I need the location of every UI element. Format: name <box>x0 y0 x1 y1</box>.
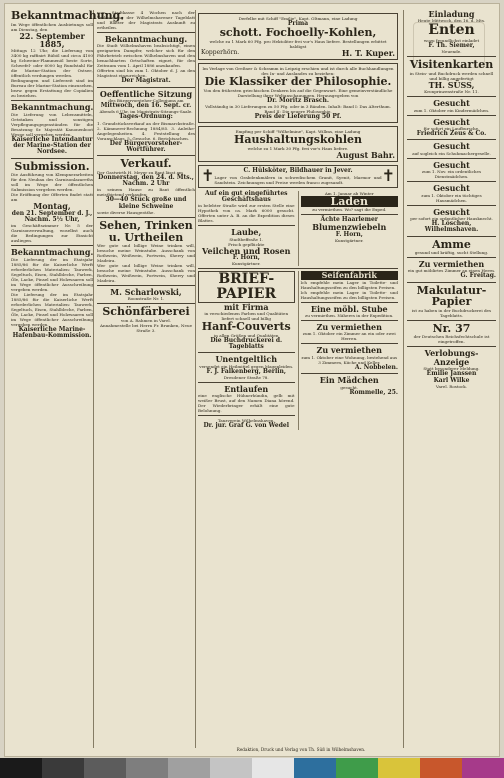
heading: Bekanntmachung. <box>11 9 125 22</box>
heading: Bekanntmachung. <box>11 247 94 258</box>
text: in belebter Straße wird zur ersten Stelle eine Hypothek von ca. Mark 6000 gesucht. Offerten unter A. B. an die Expedition dieses Blattes. <box>198 203 295 224</box>
heading: Visitenkarten <box>409 58 494 72</box>
text: gesucht. <box>340 384 359 390</box>
heading: Bekanntmachung. <box>11 102 94 113</box>
heading: Oeffentliche Sitzung <box>99 88 193 99</box>
heading: Die Klassiker der Philosophie. <box>204 75 392 89</box>
date: 22. September 1885, <box>19 30 85 49</box>
text: Die Ausführung von Klempnerarbeiten für den Neubau des Garnisonlazareths soll im Wege der öffentlichen Submission vergeben werden. <box>11 172 93 193</box>
ad-household-coal <box>198 126 398 162</box>
location: Neuende. <box>441 49 462 55</box>
text: Statt besonderer Meldung. <box>423 366 480 372</box>
heading: Unentgeltlich <box>215 354 278 365</box>
cross-icon: ✝ <box>381 166 395 186</box>
time: Nachm. 2 Uhr <box>122 180 170 188</box>
text: zum 1. Nov. ein ordentliches Dienstmädchen. <box>421 169 482 180</box>
text: in seinem Hause zu Bant öffentlich meistbietend verkaufen: <box>97 187 195 198</box>
name: Emilie Janssen <box>426 370 477 378</box>
swatch <box>336 758 378 778</box>
heading: Gesucht <box>433 141 470 152</box>
divider <box>301 343 399 344</box>
heading: BRIEF-PAPIER <box>198 271 295 302</box>
heading: Verkauf. <box>120 157 172 171</box>
divider <box>407 236 496 237</box>
name: H. Löschen, Wilhelmshaven. <box>424 219 479 234</box>
ad-coal <box>198 13 398 60</box>
heading: Gesucht <box>433 116 470 127</box>
name: F. Th. Siemer, <box>428 42 475 50</box>
text: ein gut möblirtes Zimmer an einen Herrn. <box>407 268 496 274</box>
divider <box>407 181 496 182</box>
ad-sculptor <box>198 165 398 187</box>
name: G. Freitag. <box>460 272 496 280</box>
name: TH. SÜSS, <box>428 79 475 90</box>
swatch <box>294 758 336 778</box>
divider <box>407 282 496 283</box>
row-a <box>198 191 398 267</box>
divider <box>407 56 496 57</box>
heading: Ächte Haarlemer <box>320 216 378 224</box>
text: zum 1. Oktober ein tüchtiges Hausmädchen. <box>421 192 482 203</box>
column-3 <box>198 10 398 744</box>
swatch <box>210 758 252 778</box>
divider <box>301 302 399 303</box>
divider <box>198 225 295 226</box>
text: Die Lieferung der im Etatsjahr 1885/86 für die Kaiserliche Werft erforderlichen Materialien: Tauwerk, Segeltuch, Eisen, Stahlbleche, Farben, Öle, Lacke, Pinsel und Holzwaaren soll im Wege öffentlicher Ausschreibung vergeben werden. <box>11 291 93 327</box>
text: Derfelbe mit Schiff "Emilie", Kapt. Oltmann, eine Ladung <box>238 16 358 21</box>
name: Karl Wilke <box>433 376 470 384</box>
divider <box>407 320 496 321</box>
heading: Gesucht <box>433 159 470 170</box>
name: Dr. jur. Graf G. von Wedel <box>203 422 290 430</box>
heading: Seifenfabrik <box>301 271 399 279</box>
text: Ich empfehle mein Lager in Toilette- und Haushaltungsseifen zu den billigsten Preisen. <box>300 279 398 290</box>
divider <box>11 158 93 159</box>
day: Montag, <box>33 201 71 212</box>
items: 30—40 Stück große und kleine Schweine <box>105 196 187 210</box>
heading: Gesucht <box>433 98 470 109</box>
text: zu vermiethen. Wo? sagt die Exped. <box>312 207 387 213</box>
text: sowie diverse Hausgeräthe. <box>97 210 155 215</box>
text: Tanzverein Wilhelmshaven. <box>217 418 275 424</box>
name: Rommelle, 25. <box>349 388 398 396</box>
divider <box>97 285 195 286</box>
ad-books <box>198 63 398 123</box>
text: Offerten sind bis zum 1. Oktober d. J. an den Magistrat einzureichen. <box>97 68 195 79</box>
heading: Zu vermiethen <box>316 345 382 356</box>
text: Empfing per Schiff "Wilhelmine", Kapt. Willms, eine Ladung <box>235 129 361 135</box>
heading: Laube, <box>231 227 262 238</box>
color-calibration-strip <box>0 758 504 778</box>
heading: mit Firma <box>223 301 269 312</box>
divider <box>407 139 496 140</box>
text: zum 1. Oktober eine Wohnung, bestehend aus 3 Zimmern, Küche und Keller. <box>301 354 398 365</box>
column-2 <box>97 10 196 748</box>
text: wozu freundlichst einladet <box>423 38 480 44</box>
text: Der Gastwirth H. Meyer zu Bant lässt am <box>97 169 183 175</box>
name: F. J. Falkenberg, Berlin, <box>206 367 286 375</box>
text: im Geschäftszimmer Nr. 5 der Garnisonverwaltung, woselbst auch die Bedingungen zur Einsicht ausliegen. <box>11 223 93 244</box>
heading: Laden <box>301 196 399 208</box>
author: Dr. Moritz Brasch. <box>267 96 329 104</box>
name: H. T. Kuper. <box>341 47 395 58</box>
text: Mittags 12 Uhr, die Lieferung von 3400 kg raffinirt Rüböl und circa 4100 kg Schweine-Flammenöl beste Sorte, Schwefel- oder 6000 kg Rundstahl für die Marine-Station der Ostsee, öffentlich verdungen werden. <box>11 48 93 79</box>
column-1 <box>11 9 125 748</box>
text: Lager von Grabdenkmälern in schwedischem Granit, Syenit, Marmor und Sandstein. Zeichnungen und Preise werden franco zugesandt. <box>214 174 382 185</box>
text: in Stein- und Buchdruck werden schnell und billig angefertigt <box>409 70 494 81</box>
heading: Veilchen und Rosen <box>202 245 291 256</box>
location: Kunstgärtner. <box>334 238 364 244</box>
text: ist zu haben in der Buchdruckerei des Tageblatts. <box>411 307 492 318</box>
location: Varel. Rostock. <box>435 383 468 389</box>
heading: Makulatur-Papier <box>416 283 487 309</box>
heading: Bekanntmachung. <box>104 34 188 44</box>
swatch <box>252 758 294 778</box>
swatch <box>42 758 84 778</box>
text: in allen Größen und Qualitäten <box>214 332 279 338</box>
text: Die Stadt Wilhelmshaven beabsichtigt, einen geeigneten Dampfer, welcher sich für den Fährbetrieb zwischen Wilhelmshaven und den benachbarten Ortschaften eignet, für den Zeitraum vom 1. April 1886 anzukaufen. <box>97 43 195 69</box>
divider <box>198 415 295 416</box>
column-4 <box>403 10 496 748</box>
divider <box>301 214 399 215</box>
name: F. Horn, <box>232 253 260 261</box>
name: August Bahr. <box>336 149 395 160</box>
signature: Kaiserliche Intendantur der Marine-Station der Nordsee. <box>11 135 93 156</box>
name: M. Scharlowski, <box>110 287 182 298</box>
heading: Zu vermiethen <box>316 322 382 333</box>
divider <box>97 217 195 218</box>
address: Annahmestelle bei Herrn Fr. Brunken, Neue Straße 3. <box>99 323 192 334</box>
text: Vollständig in 30 Lieferungen zu 50 Pfg. oder in 3 Bänden. Inhalt: Band I: Das Alterthum. Band II: Die neuere Philosophie. <box>205 104 391 115</box>
location: Dresdener Straße 78. <box>223 374 269 380</box>
subcol-right <box>298 271 399 429</box>
heading: Sehen, Trinken u. Urtheilen <box>99 219 193 244</box>
heading: Enten <box>428 22 475 39</box>
text: in verschiedenen Farben und Qualitäten liefert schnell und billig <box>204 311 289 322</box>
heading: Hanf-Couverts <box>201 320 291 334</box>
text: zu vermiethen. Näheres in der Expedition. <box>305 313 394 319</box>
location: Kronprinzenstraße Nr. 11. <box>424 89 479 95</box>
text: Die Lieferung der im Etatsjahr 1885/86 für die Kaiserliche Werft erforderlichen Materialien: Tauwerk, Segeltuch, Eisen, Stahlbleche, Farben, Öle, Lacke, Pinsel und Holzwaaren soll im Wege öffentlicher Ausschreibung vergeben werden. <box>11 256 93 292</box>
heading: Gesucht <box>433 206 470 217</box>
col4-inner <box>404 10 496 389</box>
heading: schott. Fochoelly-Kohlen, <box>219 26 377 40</box>
divider <box>97 87 195 88</box>
text: der Deutschen Reichsfechtschule ist eingetroffen. <box>413 334 490 345</box>
heading: Entlaufen <box>224 383 269 394</box>
text: welche zu 1 Mark 30 Pfg. frei vor's Haus liefere. <box>247 145 349 151</box>
name: C. Hülsköter, Bildhauer in Jever. <box>243 167 353 175</box>
address: Stadtbeffraße 1. <box>229 236 264 242</box>
heading: Zu vermiethen <box>418 259 485 270</box>
divider <box>407 158 496 159</box>
signature: Kaiserliche Marine-Hafenbau-Kommission. <box>12 325 92 339</box>
subcol-left <box>198 191 295 267</box>
text: für sofort ein Laufbursche. <box>423 126 480 132</box>
text: Die Eröffnung der Offerten findet statt am <box>11 192 93 203</box>
text: 1. Grundstücksverkauf an der Bismarckstraße. 2. Kämmerei-Rechnung 1884/85. 3. Anleihe-Angelegenheiten. 4. Feststellung des Voranschlags. 5. Gesuche. 6. Berichtsachen. <box>97 120 195 141</box>
heading: Ein Mädchen <box>319 375 379 386</box>
heading: Submission. <box>14 159 90 173</box>
text: Am 1. Januar ab Winter <box>324 190 374 196</box>
heading: Schönfärberei <box>102 305 190 319</box>
heading: Gesucht <box>433 183 470 194</box>
swatch <box>0 758 42 778</box>
date: Mittwoch, den 16. Sept. cr. <box>100 102 192 110</box>
heading: Verlobungs-Anzeige <box>424 348 479 367</box>
text: des Bürgervorsteher-Collegiums am <box>108 98 184 104</box>
divider <box>407 115 496 116</box>
divider <box>301 373 399 374</box>
swatch <box>378 758 420 778</box>
signature: Der Bürgervorsteher-Wortführer. <box>109 139 183 153</box>
text: Im Verlage von Greßner & Schramm in Leipzig erschien und ist durch alle Buchhandlungen des In- und Auslandes zu beziehen: <box>202 66 394 77</box>
ad-content <box>214 168 381 184</box>
subheading: Tages-Ordnung: <box>119 113 173 121</box>
heading: Blumenzwiebeln <box>312 222 387 233</box>
swatch <box>420 758 462 778</box>
heading: Einladung <box>428 9 475 19</box>
text: welche zu 1 Mark 60 Pfg. pro Hektoliter frei vor's Haus liefere. Bestellungen erbittet baldigst <box>209 38 387 49</box>
ad-row <box>201 168 395 184</box>
text: Heute Mittwoch, den 16. d. Mts. <box>417 18 486 24</box>
heading: Nr. 37 <box>432 321 471 335</box>
divider <box>198 268 398 269</box>
text: von A. Rahmen in Varel. <box>120 318 172 324</box>
signature: Der Magistrat. <box>121 77 171 85</box>
heading: Amme <box>432 237 471 251</box>
time: Nachm. 5½ Uhr, <box>24 215 80 223</box>
text: Abends 6 Uhr, im Magistrats-Sitzungs-Saale. <box>99 109 193 115</box>
text: Im Wege öffentlichen Ausbietungs soll am Dienstag, den <box>11 21 93 32</box>
heading: Eine möbl. Stube <box>310 303 388 314</box>
page-footer: Redaktion, Druck und Verlag von Th. Süß in Wilhelmshaven. <box>236 747 366 752</box>
subcol-right <box>298 191 399 267</box>
text: Wer gute und billige Weine trinken will, besuche meine Weinstube. Ausschank von Rothwein, Weißwein, Portwein, Sherry und Madeira. <box>97 263 195 284</box>
name: F. Horn, <box>335 230 363 238</box>
text: Wer gute und billige Weine trinken will, besuche meine Weinstube. Ausschank von Rothwein, Weißwein, Portwein, Sherry und Madeira. <box>97 243 195 264</box>
swatch <box>84 758 126 778</box>
text: gesund und kräftig, sucht Stellung. <box>414 250 489 256</box>
heading: Haushaltungskohlen <box>233 133 363 147</box>
divider <box>198 382 295 383</box>
text: auf sogleich ein Schuhmachergeselle. <box>412 150 491 156</box>
divider <box>407 205 496 206</box>
divider <box>301 320 399 321</box>
date: Donnerstag, den 24. d. Mts., <box>98 173 194 181</box>
text: zum 1. Oktober ein Kindermädchen. <box>413 107 490 113</box>
divider <box>11 245 93 246</box>
text: versendet ein Heilmittel gegen Magenleiden. <box>199 363 294 369</box>
address: Roonstraße Nr. 1. <box>127 296 165 302</box>
divider <box>97 32 195 33</box>
divider <box>407 96 496 97</box>
swatch <box>462 758 504 778</box>
text: Die Lieferung von Lebensmitteln, Getränken und sonstigen Verpflegungsgegenständen für die Besatzung Sr. Majestät Kanonenboot Wespe soll vergeben werden. <box>11 111 93 137</box>
label: Prima <box>287 20 309 27</box>
divider <box>407 346 496 347</box>
text: per sofort ein ordentlicher Hausknecht. <box>410 215 493 221</box>
subcol-left <box>198 271 295 429</box>
cross-icon: ✝ <box>201 166 215 186</box>
location: Kopperhörn. <box>201 48 240 56</box>
heading: Auf ein gut eingeführtes Geschäftshaus <box>204 189 288 203</box>
divider <box>407 257 496 258</box>
text: eine englische Hühnerhündin, gelb mit weißer Brust, auf den Namen Diana hörend. Der Wiederbringer erhält eine gute Belohnung. <box>198 393 295 414</box>
price: Preis der Lieferung 50 Pf. <box>254 113 342 121</box>
name: Friedrich Zeus & Co. <box>416 130 487 138</box>
text: zum 1. Oktober ein Zimmer an ein oder zwei Herren. <box>302 331 396 342</box>
newspaper-page <box>4 3 500 757</box>
row-b <box>198 271 398 429</box>
name: A. Nobbelen. <box>354 363 398 371</box>
swatch <box>168 758 210 778</box>
swatch <box>126 758 168 778</box>
divider <box>198 352 295 353</box>
text: Von den frühesten griechischen Denkern bis auf die Gegenwart. Eine gemeinverständliche Darstellung ihrer Weltanschauungen. Herausgegeben von <box>203 87 393 98</box>
text: Bedingungen und Lieferzeit sind im Bureau der Marine-Station einzusehen, bezw. gegen Erstattung der Copialien zu beziehen. <box>11 78 93 99</box>
divider <box>97 155 195 156</box>
ad-sign <box>201 49 395 57</box>
firm: Die Buchdruckerei d. Tageblatts <box>210 336 283 350</box>
divider <box>97 303 195 304</box>
date: den 21. September d. J., <box>11 209 93 217</box>
location: Kunstgärtner. <box>231 261 261 267</box>
text: vom Stadtkasse 4 Wochen nach der Verhandlung der Wilhelmshavener Tageblatt und Blätter der Magistrats Auskunft zu ertheilen. <box>97 10 195 30</box>
divider <box>11 100 93 101</box>
text: Frisch gepflückte <box>228 241 265 247</box>
text: Ich empfehle mein Lager in Toilette- und Haushaltungsseifen zu den billigsten Preisen. <box>300 289 398 300</box>
